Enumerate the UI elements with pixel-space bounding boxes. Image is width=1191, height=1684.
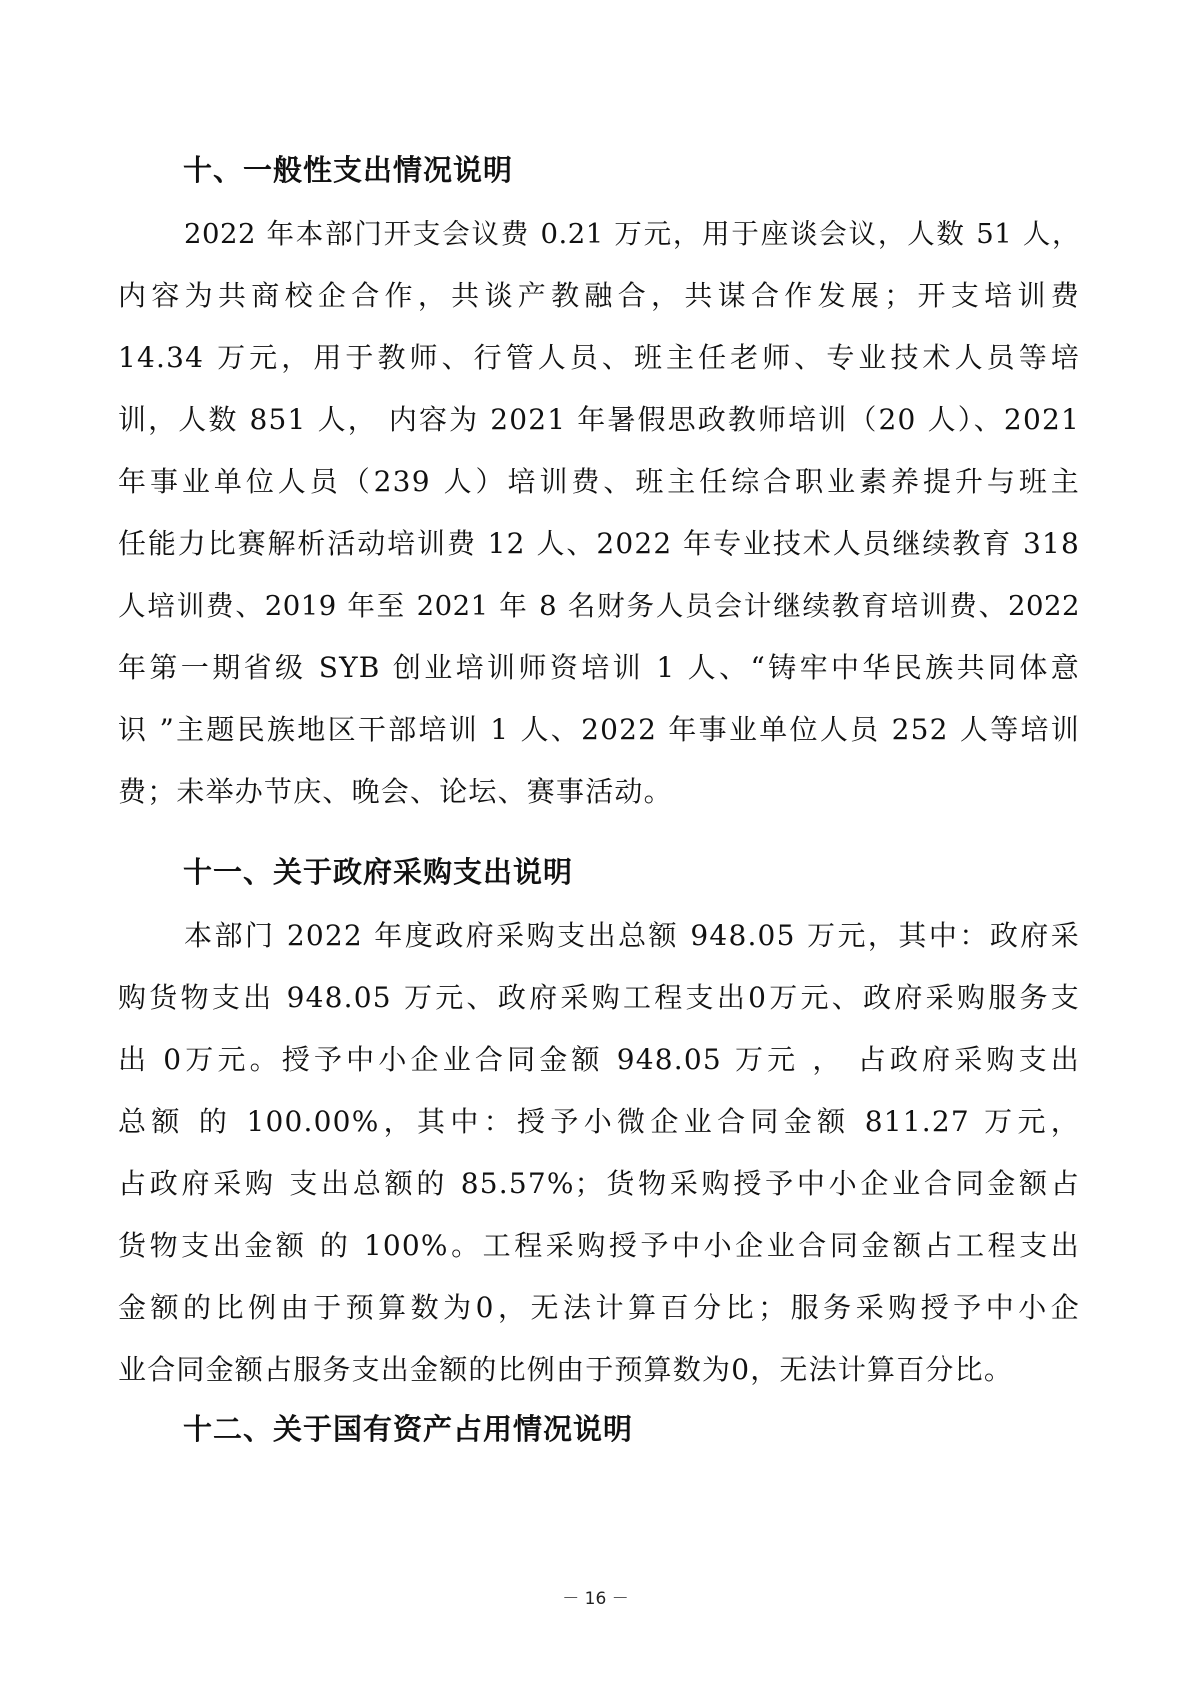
section-heading-state-assets: 十二、关于国有资产占用情况说明 <box>183 1412 634 1446</box>
paragraph-line: 训，人数 851 人， 内容为 2021 年暑假思政教师培训（20 人）、2021 <box>118 403 1080 436</box>
paragraph-line: 任能力比赛解析活动培训费 12 人、2022 年专业技术人员继续教育 318 <box>118 527 1080 560</box>
paragraph-line: 货物支出金额 的 100%。工程采购授予中小企业合同金额占工程支出 <box>118 1229 1080 1262</box>
paragraph-line: 年第一期省级 SYB 创业培训师资培训 1 人、“铸牢中华民族共同体意 <box>118 651 1080 684</box>
page-number: － 16 － <box>562 1589 629 1609</box>
paragraph-line: 占政府采购 支出总额的 85.57%；货物采购授予中小企业合同金额占 <box>118 1167 1080 1200</box>
section-heading-general-expenditure: 十、一般性支出情况说明 <box>183 153 514 187</box>
paragraph-line: 总额 的 100.00%，其中：授予小微企业合同金额 811.27 万元， <box>118 1105 1080 1138</box>
paragraph-line: 2022 年本部门开支会议费 0.21 万元，用于座谈会议，人数 51 人， <box>184 218 1080 250</box>
paragraph-line: 年事业单位人员（239 人）培训费、班主任综合职业素养提升与班主 <box>118 465 1080 498</box>
section-heading-government-procurement: 十一、关于政府采购支出说明 <box>183 855 574 889</box>
paragraph-line: 购货物支出 948.05 万元、政府采购工程支出0万元、政府采购服务支 <box>118 981 1080 1014</box>
paragraph-line: 14.34 万元，用于教师、行管人员、班主任老师、专业技术人员等培 <box>118 341 1080 374</box>
paragraph-line: 费；未举办节庆、晚会、论坛、赛事活动。 <box>118 775 673 808</box>
paragraph-line: 本部门 2022 年度政府采购支出总额 948.05 万元，其中：政府采 <box>184 919 1080 952</box>
paragraph-general-expenditure <box>118 203 1080 823</box>
paragraph-line: 金额的比例由于预算数为0，无法计算百分比；服务采购授予中小企 <box>118 1291 1080 1324</box>
paragraph-government-procurement <box>118 905 1080 1401</box>
paragraph-line: 出 0万元。授予中小企业合同金额 948.05 万元 ， 占政府采购支出 <box>118 1043 1080 1076</box>
paragraph-line: 识 ”主题民族地区干部培训 1 人、2022 年事业单位人员 252 人等培训 <box>118 713 1080 746</box>
paragraph-line: 业合同金额占服务支出金额的比例由于预算数为0，无法计算百分比。 <box>118 1353 1014 1386</box>
paragraph-line: 内容为共商校企合作，共谈产教融合，共谋合作发展；开支培训费 <box>118 279 1080 312</box>
paragraph-line: 人培训费、2019 年至 2021 年 8 名财务人员会计继续教育培训费、2022 <box>118 590 1080 622</box>
